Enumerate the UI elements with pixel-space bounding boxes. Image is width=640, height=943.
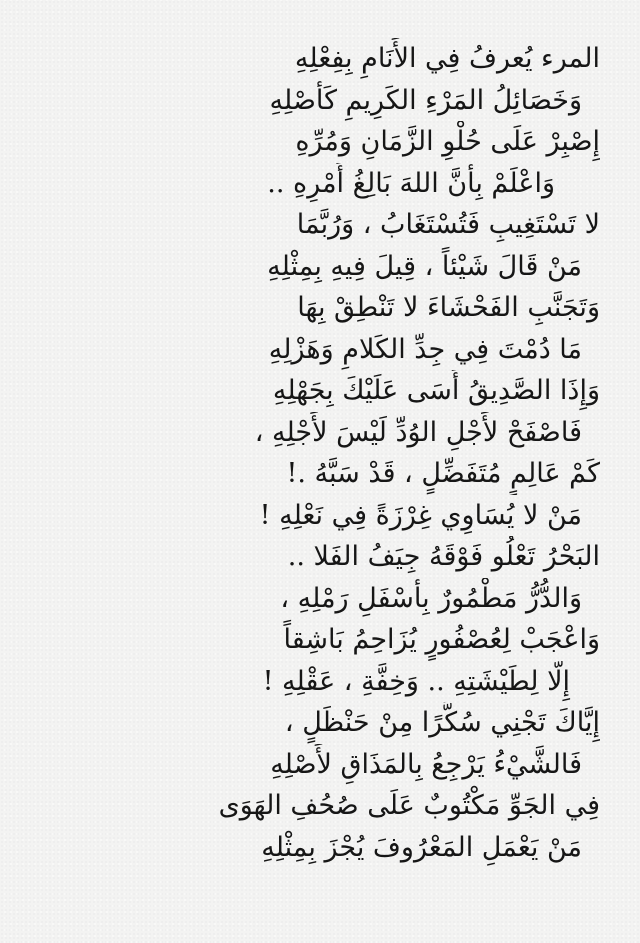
verse-line: فَالشَّيْءُ يَرْجِعُ بِالمَذَاقِ لأَصْلِهِ <box>270 748 582 780</box>
verse-line: إِصْبِرْ عَلَى حُلْوِ الزَّمَانِ وَمُرِّهِ <box>295 126 600 157</box>
verse-line: كَمْ عَالِمٍ مُتَفَضِّلٍ ، قَدْ سَبَّهُ .! <box>286 458 600 489</box>
verse-line: مَنْ يَعْمَلِ المَعْرُوفَ يُجْزَ بِمِثْلِهِ <box>261 831 582 863</box>
verse-line: فَاصْفَحْ لأَجْلِ الوُدِّ لَيْسَ لأَجْلِهِ ، <box>254 416 582 448</box>
verse-line: وَتَجَنَّبِ الفَحْشَاءَ لا تَنْطِقْ بِهَا <box>297 292 600 323</box>
verse-line: وَاعْجَبْ لِعُصْفُورٍ يُزَاحِمُ بَاشِقاً <box>283 624 600 655</box>
verse-line: المرء يُعرفُ فِي الأَنَامِ بِفِعْلِهِ <box>294 43 600 74</box>
verse-line: مَا دُمْتَ فِي جِدِّ الكَلامِ وَهَزْلِهِ <box>268 333 582 365</box>
verse-line: مَنْ لا يُسَاوِي غِرْزَةً فِي نَعْلِهِ ! <box>259 499 582 531</box>
verse-line: وَالدُّرُّ مَطْمُورٌ بِأَسْفَلِ رَمْلِهِ ، <box>280 582 582 614</box>
verse-line: وَاعْلَمْ بِأَنَّ اللهَ بَالِغُ أَمْرِهِ .. <box>267 167 555 199</box>
verse-line: وَخَصَائِلُ المَرْءِ الكَرِيمِ كَأَصْلِهِ <box>269 84 582 116</box>
verse-line: البَحْرُ تَعْلُو فَوْقَهُ جِيَفُ الفَلا .. <box>287 541 600 572</box>
verse-line: فِي الجَوِّ مَكْتُوبٌ عَلَى صُحُفِ الهَوَى <box>218 790 600 821</box>
verse-line: لا تَسْتَغِيبِ فَتُسْتَغَابُ ، وَرُبَّمَا <box>296 209 600 240</box>
verse-line: إِلّا لِطَيْشَتِهِ .. وَخِفَّةِ ، عَقْلِهِ ! <box>262 665 570 697</box>
verse-line: مَنْ قَالَ شَيْئاً ، قِيلَ فِيهِ بِمِثْلِهِ <box>267 250 582 282</box>
poem-text <box>40 38 600 868</box>
verse-line: إِيَّاكَ تَجْنِي سُكَّرًا مِنْ حَنْظَلٍ ، <box>284 707 600 738</box>
verse-line: وَإِذَا الصَّدِيقُ أَسَى عَلَيْكَ بِجَهْلِهِ <box>272 375 600 406</box>
